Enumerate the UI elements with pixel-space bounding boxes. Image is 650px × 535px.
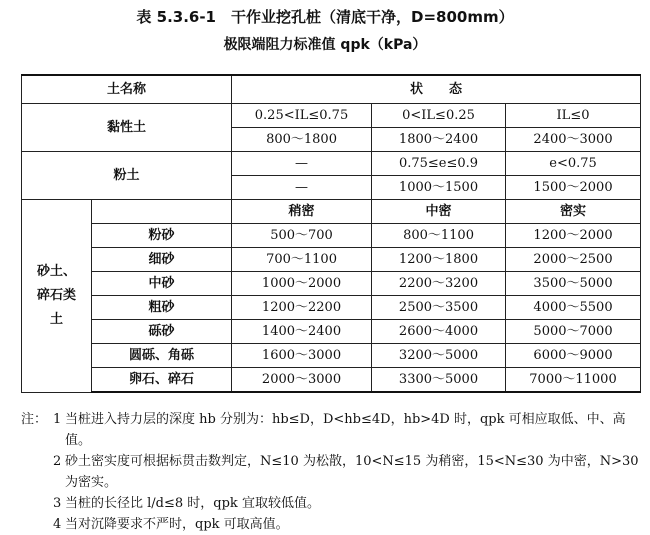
note-text: 当桩的长径比 l/d≤8 时，qpk 宜取较低值。 <box>65 496 320 511</box>
soil-name: 圆砾、角砾 <box>92 344 232 368</box>
table-cell: 1000～1500 <box>372 176 506 200</box>
sand-group-name: 砂土、碎石类土 <box>22 200 92 393</box>
table-cell: 4000～5500 <box>506 296 641 320</box>
table-cell: 3300～5000 <box>372 368 506 393</box>
table-cell: 1000～2000 <box>232 272 372 296</box>
table-row <box>22 224 641 248</box>
soil-name: 粉砂 <box>92 224 232 248</box>
note-number: 1 <box>53 412 62 427</box>
soil-name: 粗砂 <box>92 296 232 320</box>
table-row <box>22 104 641 128</box>
note-number: 2 <box>53 454 62 469</box>
soil-name: 细砂 <box>92 248 232 272</box>
header-soil-name: 土名称 <box>22 75 232 104</box>
table-row <box>22 152 641 176</box>
notes-label: 注： <box>21 412 48 427</box>
table-cell: 800～1800 <box>232 128 372 152</box>
table-cell: 7000～11000 <box>506 368 641 393</box>
clay-name: 黏性土 <box>22 104 232 152</box>
table-cell: 1500～2000 <box>506 176 641 200</box>
silt-state-1: — <box>232 152 372 176</box>
table-cell: 1200～2000 <box>506 224 641 248</box>
resistance-table <box>21 74 641 393</box>
clay-state-1: 0.25<IL≤0.75 <box>232 104 372 128</box>
table-row <box>22 320 641 344</box>
note-number: 3 <box>53 496 62 511</box>
density-medium: 中密 <box>372 200 506 224</box>
table-cell: 2600～4000 <box>372 320 506 344</box>
table-cell: 1600～3000 <box>232 344 372 368</box>
table-cell: 3200～5000 <box>372 344 506 368</box>
silt-state-2: 0.75≤e≤0.9 <box>372 152 506 176</box>
note-item <box>21 451 641 493</box>
table-cell: 800～1100 <box>372 224 506 248</box>
header-state: 状 态 <box>232 75 641 104</box>
density-loose: 稍密 <box>232 200 372 224</box>
table-cell: 1200～2200 <box>232 296 372 320</box>
table-subtitle: 极限端阻力标准值 qpk（kPa） <box>223 37 427 53</box>
clay-state-3: IL≤0 <box>506 104 641 128</box>
table-header-row <box>22 75 641 104</box>
table-cell: 2500～3500 <box>372 296 506 320</box>
table-row <box>22 248 641 272</box>
silt-name: 粉土 <box>22 152 232 200</box>
note-text: 当对沉降要求不严时，qpk 可取高值。 <box>65 517 289 532</box>
notes-section <box>21 409 641 535</box>
table-cell: — <box>232 176 372 200</box>
table-cell: 1400～2400 <box>232 320 372 344</box>
table-row <box>22 272 641 296</box>
density-dense: 密实 <box>506 200 641 224</box>
table-row <box>22 296 641 320</box>
table-cell: 2000～2500 <box>506 248 641 272</box>
note-item <box>21 409 641 451</box>
table-row <box>22 344 641 368</box>
silt-state-3: e<0.75 <box>506 152 641 176</box>
table-cell: 1200～1800 <box>372 248 506 272</box>
table-cell: 6000～9000 <box>506 344 641 368</box>
note-item <box>21 493 641 514</box>
note-text: 当桩进入持力层的深度 hb 分别为：hb≤D，D<hb≤4D，hb>4D 时，qpk 可相应取低、中、高值。 <box>65 412 626 448</box>
table-row <box>22 200 641 224</box>
note-number: 4 <box>53 517 62 532</box>
table-cell: 1800～2400 <box>372 128 506 152</box>
soil-name: 中砂 <box>92 272 232 296</box>
blank-cell <box>92 200 232 224</box>
table-title: 表 5.3.6-1 干作业挖孔桩（清底干净，D=800mm） <box>136 8 514 26</box>
soil-name: 砾砂 <box>92 320 232 344</box>
table-row <box>22 368 641 393</box>
note-item <box>21 514 641 535</box>
table-cell: 2400～3000 <box>506 128 641 152</box>
note-text: 砂土密实度可根据标贯击数判定，N≤10 为松散，10<N≤15 为稍密，15<N≤30 为中密，N>30 为密实。 <box>65 454 639 490</box>
table-cell: 500～700 <box>232 224 372 248</box>
soil-name: 卵石、碎石 <box>92 368 232 393</box>
clay-state-2: 0<IL≤0.25 <box>372 104 506 128</box>
table-cell: 700～1100 <box>232 248 372 272</box>
table-cell: 2200～3200 <box>372 272 506 296</box>
table-cell: 5000～7000 <box>506 320 641 344</box>
table-cell: 2000～3000 <box>232 368 372 393</box>
table-cell: 3500～5000 <box>506 272 641 296</box>
